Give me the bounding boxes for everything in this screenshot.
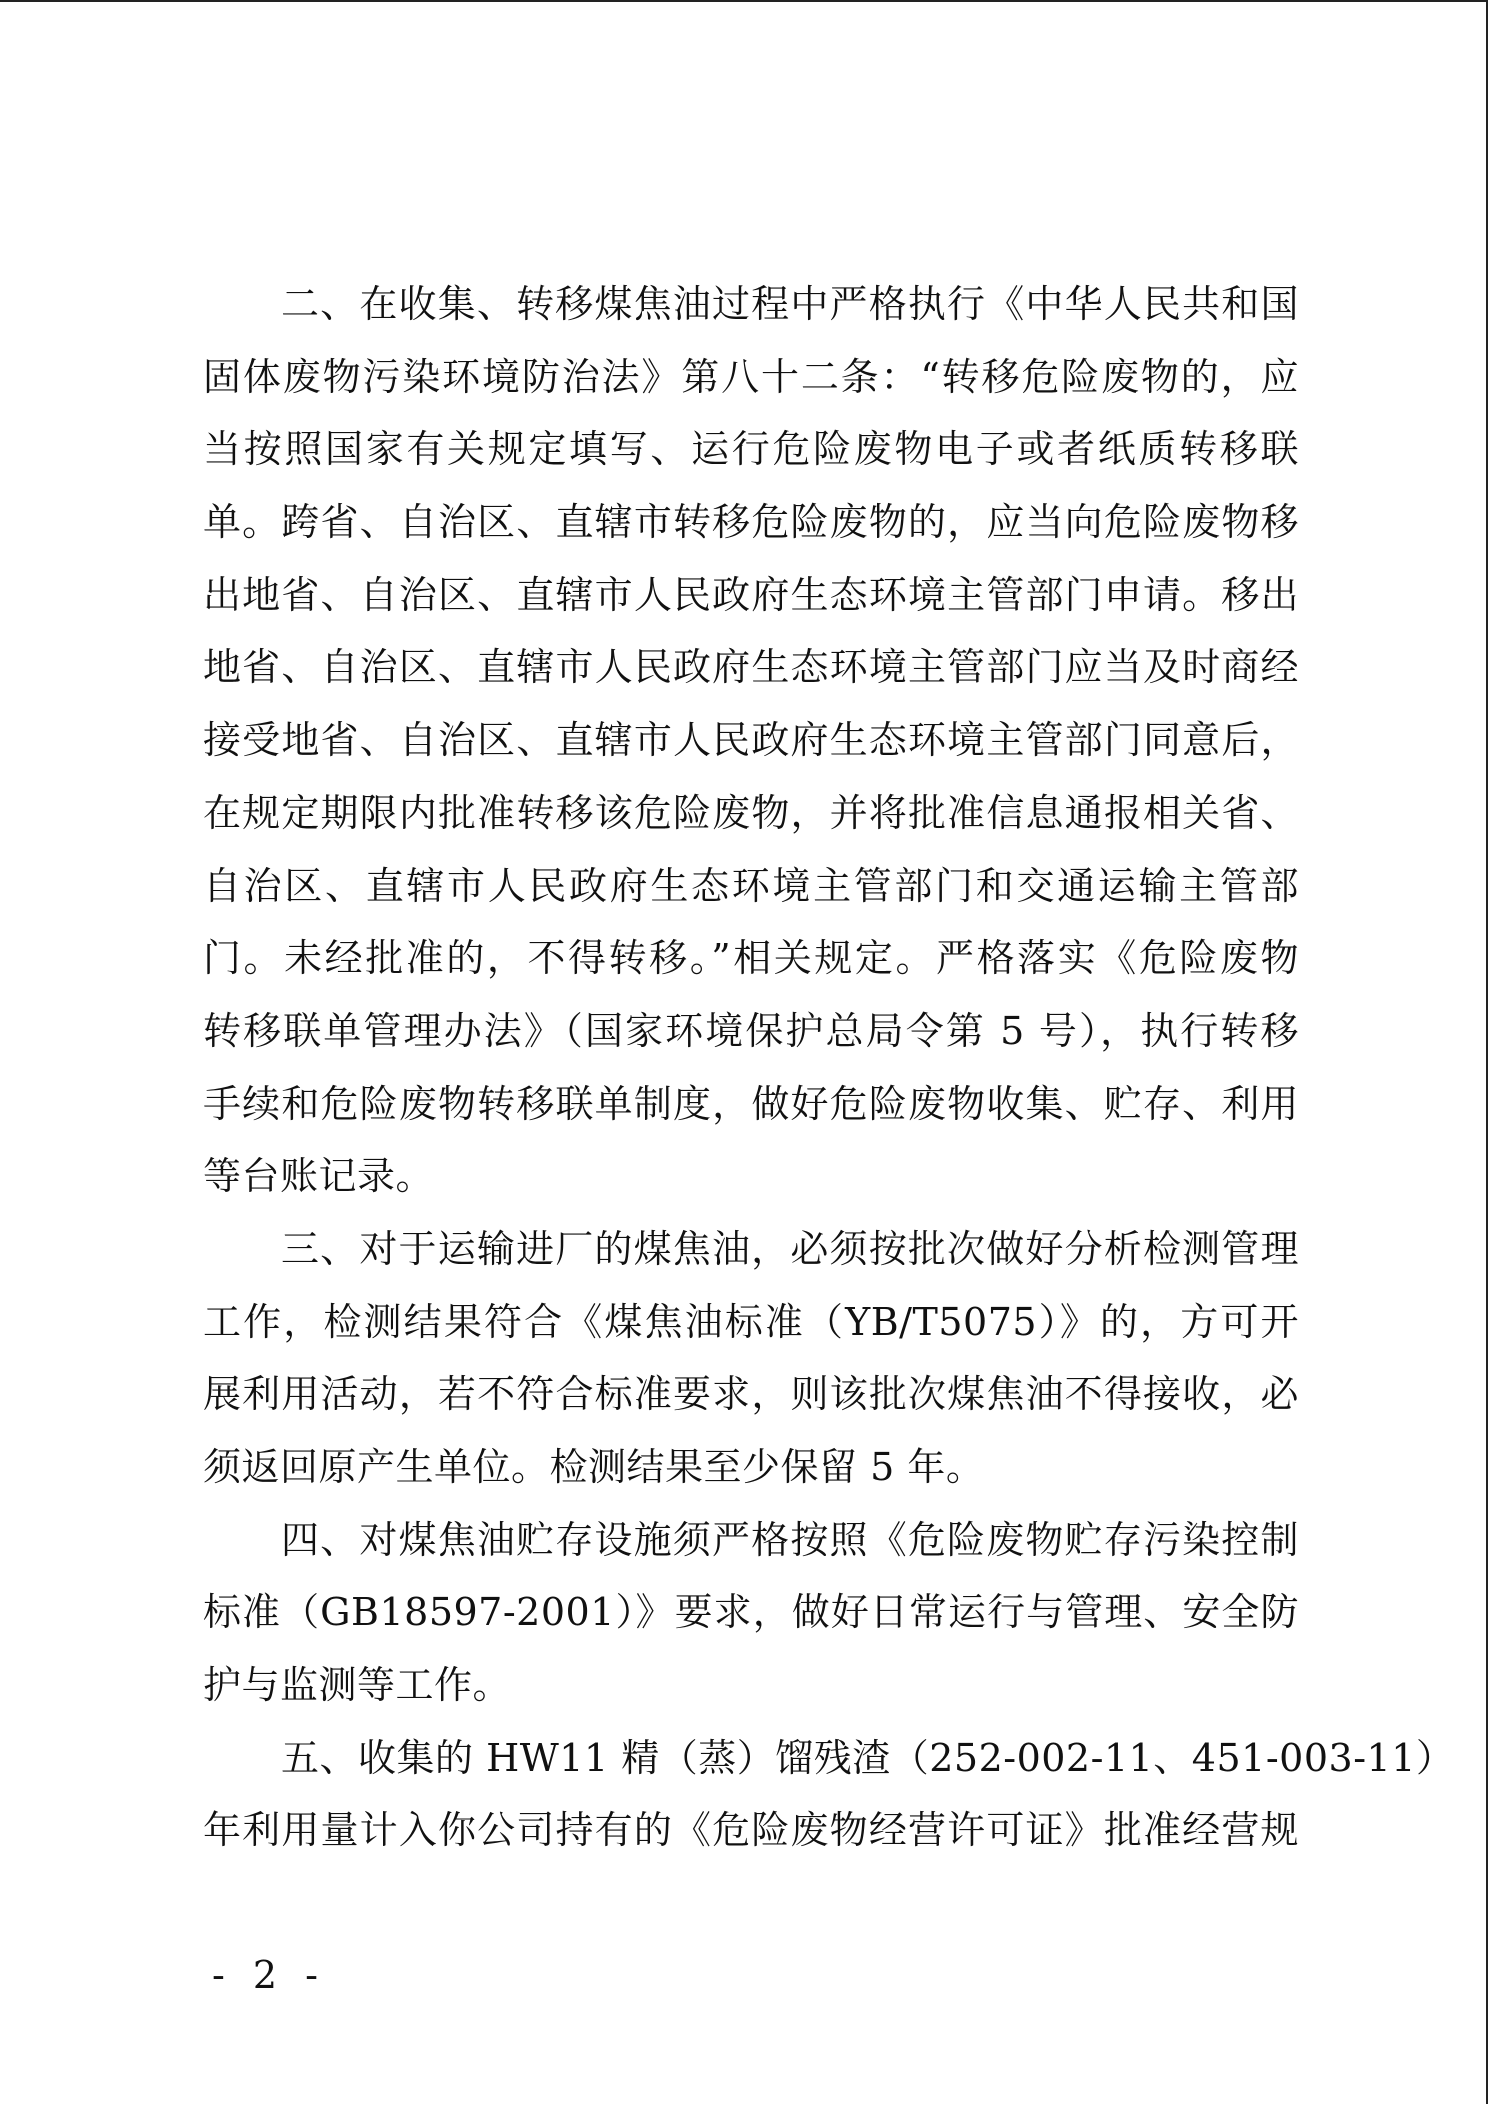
text-line: 自治区、直辖市人民政府生态环境主管部门和交通运输主管部 <box>203 863 1299 908</box>
text-line: 接受地省、自治区、直辖市人民政府生态环境主管部门同意后， <box>203 718 1299 763</box>
text-line: 地省、自治区、直辖市人民政府生态环境主管部门应当及时商经 <box>203 645 1299 690</box>
text-line: 出地省、自治区、直辖市人民政府生态环境主管部门申请。移出 <box>203 572 1299 617</box>
paragraph-4 <box>203 1504 1299 1722</box>
paragraph-2 <box>203 268 1299 1213</box>
text-line: 门。未经批准的，不得转移。”相关规定。严格落实《危险废物 <box>203 936 1299 981</box>
text-line: 在规定期限内批准转移该危险废物，并将批准信息通报相关省、 <box>203 790 1299 835</box>
text-line: 五、收集的 HW11 精（蒸）馏残渣（252-002-11、451-003-11） <box>281 1735 1455 1780</box>
paragraph-5 <box>203 1722 1455 1867</box>
text-line: 标准（GB18597-2001）》要求，做好日常运行与管理、安全防 <box>203 1590 1299 1635</box>
text-line: 二、在收集、转移煤焦油过程中严格执行《中华人民共和国 <box>281 282 1299 326</box>
page-top-border <box>0 0 1488 2</box>
text-line: 展利用活动，若不符合标准要求，则该批次煤焦油不得接收，必 <box>203 1372 1299 1417</box>
text-line: 四、对煤焦油贮存设施须严格按照《危险废物贮存污染控制 <box>281 1517 1299 1562</box>
page-number: - 2 - <box>212 1953 327 1997</box>
paragraph-3 <box>203 1213 1299 1504</box>
text-line: 护与监测等工作。 <box>203 1663 512 1708</box>
text-line: 须返回原产生单位。检测结果至少保留 5 年。 <box>203 1445 985 1489</box>
document-body <box>203 268 1455 1867</box>
text-line: 年利用量计入你公司持有的《危险废物经营许可证》批准经营规 <box>203 1808 1299 1853</box>
text-line: 三、对于运输进厂的煤焦油，必须按批次做好分析检测管理 <box>281 1226 1299 1271</box>
text-line: 工作，检测结果符合《煤焦油标准（YB/T5075）》的，方可开 <box>203 1299 1299 1344</box>
text-line: 单。跨省、自治区、直辖市转移危险废物的，应当向危险废物移 <box>203 500 1299 545</box>
text-line: 等台账记录。 <box>203 1154 435 1199</box>
text-line: 手续和危险废物转移联单制度，做好危险废物收集、贮存、利用 <box>203 1081 1299 1126</box>
text-line: 转移联单管理办法》（国家环境保护总局令第 5 号），执行转移 <box>203 1008 1299 1053</box>
text-line: 固体废物污染环境防治法》第八十二条：“转移危险废物的，应 <box>203 354 1299 399</box>
text-line: 当按照国家有关规定填写、运行危险废物电子或者纸质转移联 <box>203 427 1299 472</box>
